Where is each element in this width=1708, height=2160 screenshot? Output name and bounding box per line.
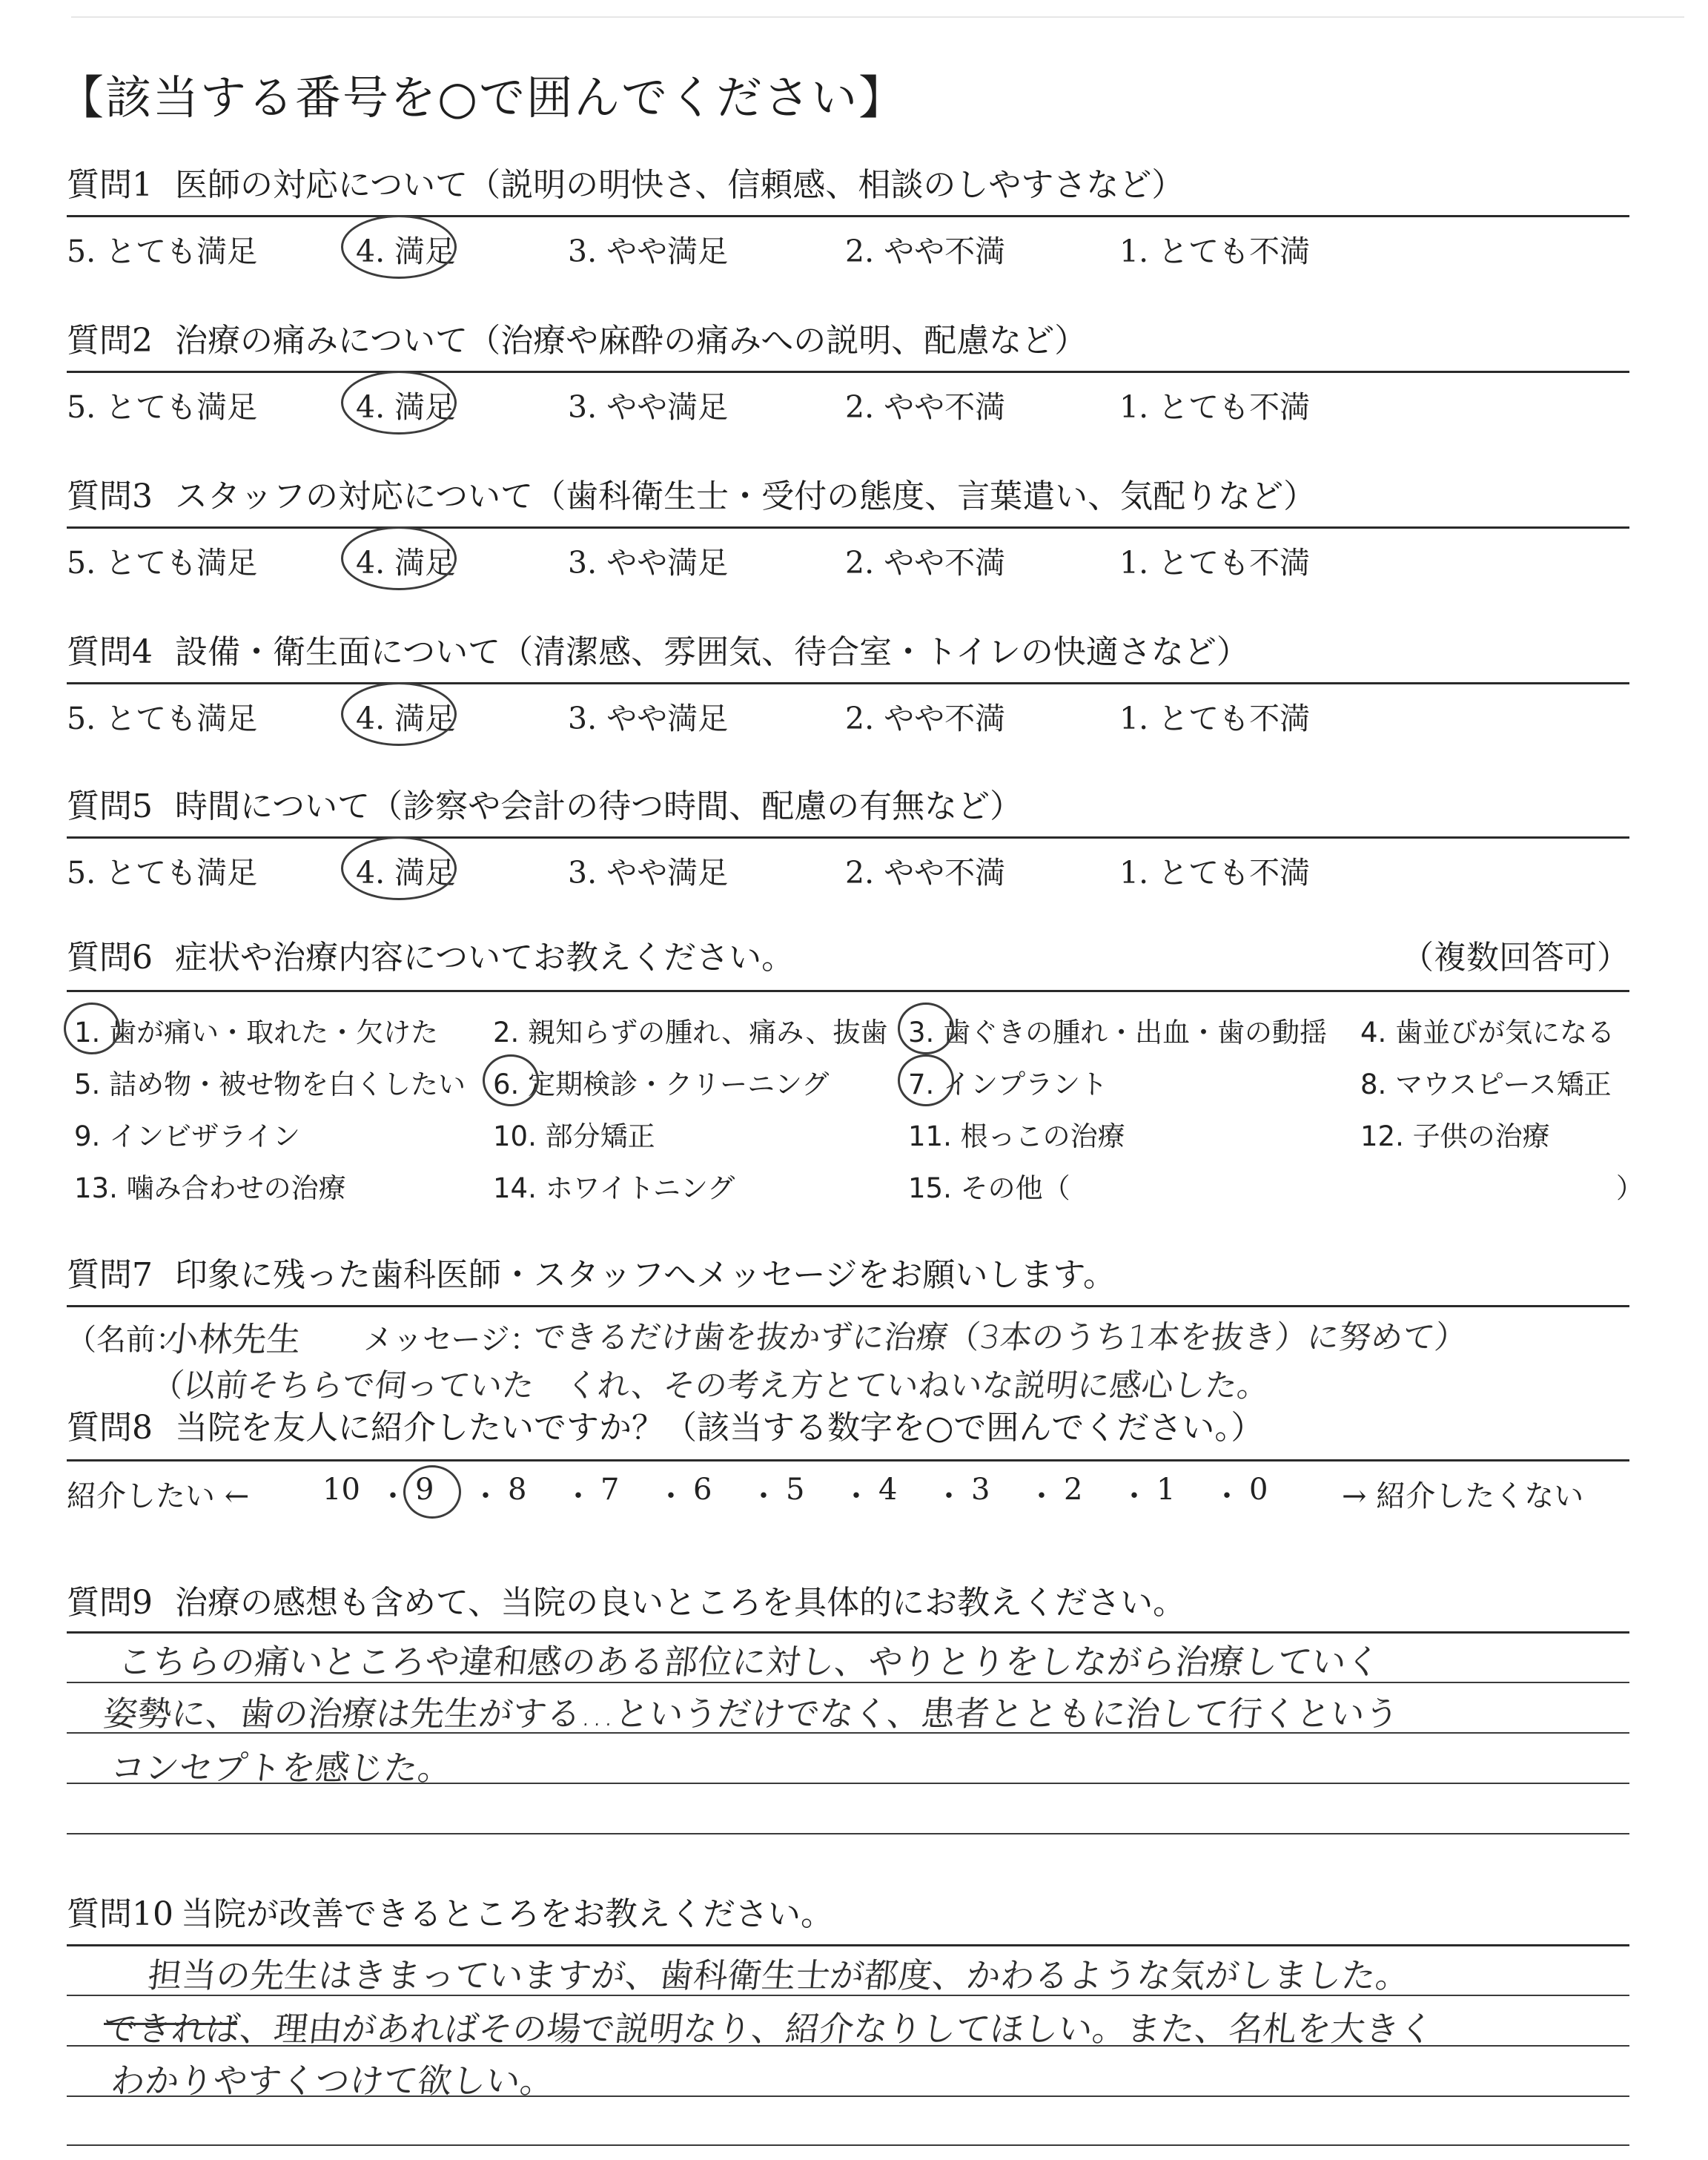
rating-options	[67, 227, 1629, 271]
q10-answer-line1: 担当の先生はきまっていますが、歯科衛生士が都度、かわるような気がしました。	[145, 1955, 1412, 1995]
question-5-title	[67, 785, 1629, 829]
rating-option[interactable]: 3. やや満足	[568, 701, 729, 736]
hand-drawn-circle	[341, 215, 457, 279]
rating-option[interactable]: 5. とても満足	[67, 701, 258, 736]
rating-options	[67, 848, 1629, 893]
symptom-option[interactable]: 5. 詰め物・被せ物を白くしたい	[74, 1069, 466, 1100]
scale-right-label: → 紹介したくない	[1342, 1479, 1584, 1513]
symptom-option[interactable]: 3. 歯ぐきの腫れ・出血・歯の動揺	[908, 1017, 1328, 1048]
answer-line	[67, 2144, 1629, 2146]
question-7-rule	[67, 1305, 1629, 1307]
hand-drawn-circle	[341, 682, 457, 746]
scale-number[interactable]: 9	[415, 1473, 434, 1507]
scale-separator: ・	[563, 1479, 593, 1513]
scale-separator: ・	[471, 1479, 500, 1513]
symptom-option[interactable]: 1. 歯が痛い・取れた・欠けた	[74, 1017, 439, 1048]
scale-separator: ・	[841, 1479, 871, 1513]
question-text: 印象に残った歯科医師・スタッフへメッセージをお願いします。	[175, 1256, 1116, 1294]
question-6-title	[67, 936, 1629, 980]
question-text: 設備・衛生面について（清潔感、雰囲気、待合室・トイレの快適さなど）	[175, 633, 1249, 671]
question-rule	[67, 371, 1629, 373]
scale-left-label: 紹介したい ←	[67, 1479, 250, 1513]
symptom-option[interactable]: 8. マウスピース矯正	[1360, 1069, 1612, 1100]
rating-option[interactable]: 1. とても不満	[1119, 389, 1311, 425]
strikethrough-mark	[104, 2023, 237, 2025]
rating-option[interactable]: 1. とても不満	[1119, 234, 1311, 269]
question-8-rule	[67, 1459, 1629, 1462]
symptom-option[interactable]: 13. 噛み合わせの治療	[74, 1172, 346, 1204]
question-3-title	[67, 475, 1629, 519]
question-text: 当院を友人に紹介したいですか？（該当する数字を○で囲んでください。）	[175, 1409, 1264, 1447]
scale-number[interactable]: 7	[600, 1473, 620, 1507]
question-label: 質問6	[67, 939, 153, 977]
rating-option[interactable]: 2. やや不満	[845, 545, 1006, 581]
symptom-option[interactable]: 9. インビザライン	[74, 1120, 300, 1152]
question-10	[67, 1892, 1629, 1937]
question-1	[67, 163, 1629, 208]
symptom-option[interactable]: ）	[1616, 1172, 1644, 1204]
scale-separator: ・	[749, 1479, 778, 1513]
scale-number[interactable]: 3	[971, 1473, 990, 1507]
rating-option[interactable]: 3. やや満足	[568, 389, 729, 425]
symptom-option[interactable]: 7. インプラント	[908, 1069, 1108, 1100]
rating-option[interactable]: 5. とても満足	[67, 389, 258, 425]
q9-answer-line1: こちらの痛いところや違和感のある部位に対し、やりとりをしながら治療していく	[116, 1642, 1383, 1682]
question-text: 医師の対応について（説明の明快さ、信頼感、相談のしやすさなど）	[175, 166, 1185, 204]
rating-option[interactable]: 2. やや不満	[845, 855, 1006, 891]
hand-drawn-circle	[341, 371, 457, 435]
page-header: 【該当する番号を○で囲んでください】	[58, 70, 907, 125]
scale-separator: ・	[934, 1479, 964, 1513]
question-4-title	[67, 630, 1629, 675]
question-3	[67, 475, 1629, 519]
rating-option[interactable]: 4. 満足	[356, 855, 456, 891]
scale-separator: ・	[656, 1479, 686, 1513]
handwritten-message-line2: （以前そちらで伺っていた くれ、その考え方とていねいな説明に感心した。	[150, 1367, 1271, 1404]
question-4	[67, 630, 1629, 675]
answer-line	[67, 1833, 1629, 1834]
question-7-title	[67, 1253, 1629, 1298]
scale-number[interactable]: 4	[878, 1473, 898, 1507]
question-2-title	[67, 319, 1629, 363]
scale-number[interactable]: 6	[693, 1473, 712, 1507]
referral-scale	[67, 1473, 1629, 1517]
q10-answer-line2: できれば、理由があればその場で説明なり、紹介なりしてほしい。また、名札を大きく	[101, 2009, 1436, 2049]
q9-answer-line2: 姿勢に、歯の治療は先生がする…というだけでなく、患者とともに治して行くという	[101, 1694, 1401, 1734]
rating-option[interactable]: 1. とても不満	[1119, 545, 1311, 581]
question-label: 質問9	[67, 1584, 153, 1622]
question-9-title	[67, 1581, 1629, 1625]
question-8-title	[67, 1406, 1629, 1450]
question-2	[67, 319, 1629, 363]
question-text: 治療の痛みについて（治療や麻酔の痛みへの説明、配慮など）	[175, 322, 1088, 360]
symptom-options	[67, 1010, 1644, 1218]
question-5	[67, 785, 1629, 829]
rating-option[interactable]: 5. とても満足	[67, 234, 258, 269]
multiple-answer-note: （複数回答可）	[1401, 939, 1629, 977]
question-label: 質問7	[67, 1256, 153, 1294]
message-prefix: メッセージ：	[363, 1323, 540, 1357]
question-6-rule	[67, 990, 1629, 992]
rating-option[interactable]: 4. 満足	[356, 389, 456, 425]
scale-separator: ・	[1027, 1479, 1056, 1513]
rating-options	[67, 694, 1629, 739]
hand-drawn-circle	[341, 526, 457, 590]
symptom-option[interactable]: 2. 親知らずの腫れ、痛み、抜歯	[493, 1017, 888, 1048]
rating-option[interactable]: 2. やや不満	[845, 701, 1006, 736]
question-7	[67, 1253, 1629, 1298]
hand-drawn-circle	[898, 1054, 954, 1106]
scale-number[interactable]: 5	[786, 1473, 805, 1507]
handwritten-name: 小林先生	[162, 1319, 303, 1359]
hand-drawn-circle	[64, 1003, 120, 1054]
question-label: 質問10	[67, 1895, 173, 1933]
rating-option[interactable]: 2. やや不満	[845, 234, 1006, 269]
scale-number[interactable]: 2	[1064, 1473, 1083, 1507]
question-label: 質問3	[67, 478, 153, 515]
hand-drawn-circle	[898, 1003, 954, 1054]
scale-separator: ・	[1119, 1479, 1149, 1513]
question-text: 当院が改善できるところをお教えください。	[181, 1895, 833, 1933]
symptom-option[interactable]: 10. 部分矯正	[493, 1120, 655, 1152]
question-10-title	[67, 1892, 1629, 1937]
question-label: 質問1	[67, 166, 153, 204]
question-6	[67, 936, 1629, 980]
question-label: 質問5	[67, 787, 153, 825]
question-label: 質問4	[67, 633, 153, 671]
question-8	[67, 1406, 1629, 1450]
question-rule	[67, 215, 1629, 217]
rating-option[interactable]: 3. やや満足	[568, 545, 729, 581]
question-text: 時間について（診察や会計の待つ時間、配慮の有無など）	[175, 787, 1023, 825]
question-text: 治療の感想も含めて、当院の良いところを具体的にお教えください。	[175, 1584, 1186, 1622]
symptom-option[interactable]: 15. その他（	[908, 1172, 1070, 1204]
rating-options	[67, 383, 1629, 427]
rating-option[interactable]: 4. 満足	[356, 545, 456, 581]
scale-separator: ・	[1212, 1479, 1242, 1513]
question-10-rule	[67, 1944, 1629, 1946]
q9-answer-line3: コンセプトを感じた。	[108, 1748, 454, 1788]
symptom-option[interactable]: 6. 定期検診・クリーニング	[493, 1069, 830, 1100]
question-1-title	[67, 163, 1629, 208]
rating-option[interactable]: 3. やや満足	[568, 855, 729, 891]
q10-answer-line3: わかりやすくつけて欲しい。	[108, 2061, 557, 2101]
rating-option[interactable]: 4. 満足	[356, 701, 456, 736]
rating-options	[67, 538, 1629, 583]
symptom-option[interactable]: 11. 根っこの治療	[908, 1120, 1125, 1152]
symptom-option[interactable]: 4. 歯並びが気になる	[1360, 1017, 1615, 1048]
symptom-option[interactable]: 12. 子供の治療	[1360, 1120, 1550, 1152]
hand-drawn-circle	[403, 1465, 461, 1519]
scale-number[interactable]: 10	[322, 1473, 360, 1507]
scale-number[interactable]: 8	[508, 1473, 527, 1507]
rating-option[interactable]: 1. とても不満	[1119, 855, 1311, 891]
question-text: スタッフの対応について（歯科衛生士・受付の態度、言葉遣い、気配りなど）	[175, 478, 1317, 515]
question-9	[67, 1581, 1629, 1625]
scale-number[interactable]: 0	[1249, 1473, 1268, 1507]
hand-drawn-circle	[341, 836, 457, 900]
rating-option[interactable]: 1. とても不満	[1119, 701, 1311, 736]
scale-separator: ・	[378, 1479, 408, 1513]
question-9-rule	[67, 1631, 1629, 1634]
question-label: 質問8	[67, 1409, 153, 1447]
rating-option[interactable]: 4. 満足	[356, 234, 456, 269]
question-rule	[67, 682, 1629, 684]
question-rule	[67, 526, 1629, 529]
symptom-option[interactable]: 14. ホワイトニング	[493, 1172, 735, 1204]
rating-option[interactable]: 5. とても満足	[67, 545, 258, 581]
scale-number[interactable]: 1	[1156, 1473, 1176, 1507]
rating-option[interactable]: 3. やや満足	[568, 234, 729, 269]
page-top-edge	[71, 16, 1684, 18]
hand-drawn-circle	[483, 1054, 539, 1106]
name-prefix: （名前：	[67, 1323, 185, 1357]
handwritten-message-line1: できるだけ歯を抜かずに治療（3本のうち1本を抜き）に努めて）	[532, 1319, 1469, 1356]
question-text: 症状や治療内容についてお教えください。	[175, 939, 795, 977]
rating-option[interactable]: 5. とても満足	[67, 855, 258, 891]
question-label: 質問2	[67, 322, 153, 360]
rating-option[interactable]: 2. やや不満	[845, 389, 1006, 425]
question-rule	[67, 836, 1629, 839]
